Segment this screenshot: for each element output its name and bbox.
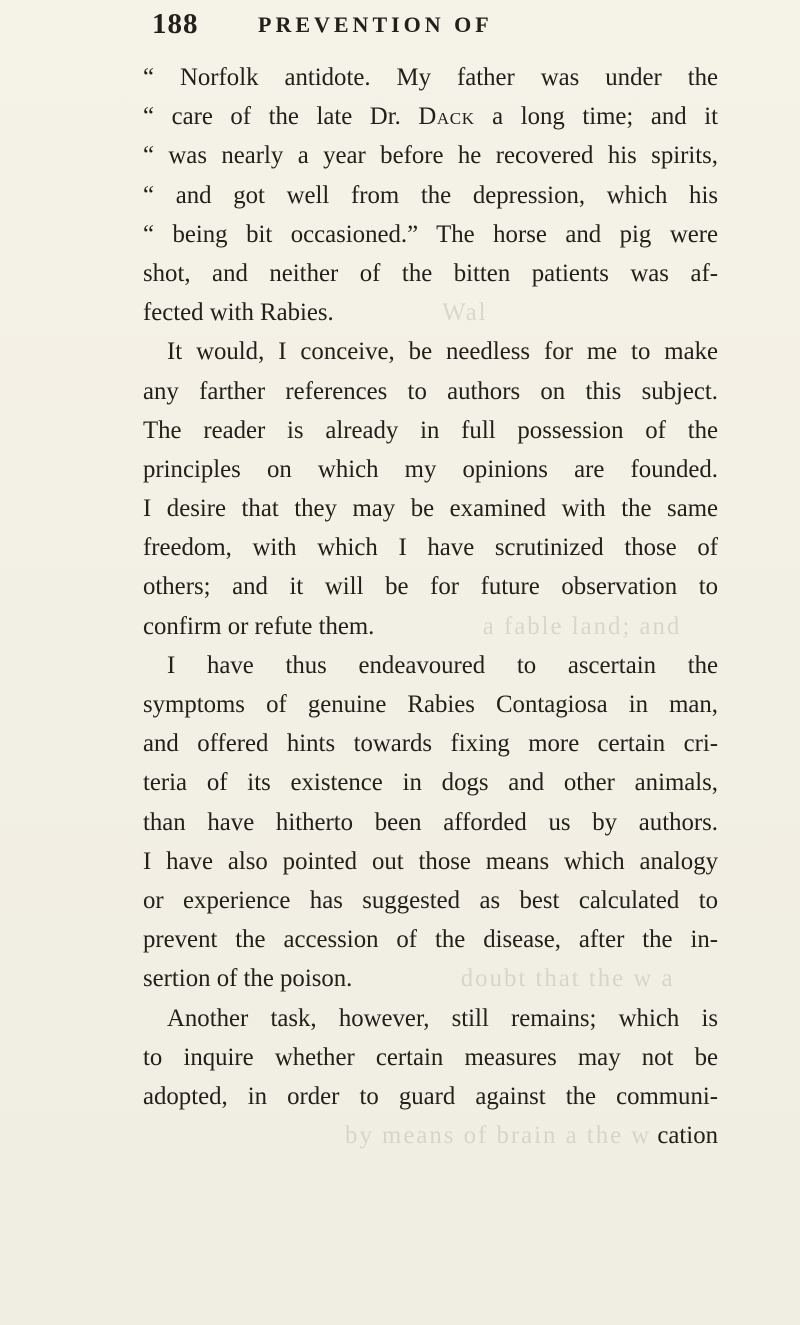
text-line: “ and got well from the depression, which his — [143, 181, 718, 209]
text-line: The reader is already in full possession of the — [143, 416, 718, 444]
text-line-content: sertion of the poison. — [143, 965, 353, 993]
text-line: than have hitherto been afforded us by authors. — [143, 808, 718, 836]
page-header — [152, 8, 712, 54]
text-line: others; and it will be for future observation to — [143, 573, 718, 601]
text-line: It would, I conceive, be needless for me to make — [167, 338, 718, 366]
page-number: 188 — [152, 8, 199, 40]
catchword-line — [143, 1116, 718, 1155]
text-line-end: a long time; and it — [492, 103, 719, 131]
text-line — [143, 293, 718, 332]
text-line: shot, and neither of the bitten patients was af- — [143, 259, 718, 287]
text-line: I desire that they may be examined with the same — [143, 495, 718, 523]
text-line: adopted, in order to guard against the communi- — [143, 1082, 718, 1110]
text-line: principles on which my opinions are founded. — [143, 455, 718, 483]
text-line: to inquire whether certain measures may not be — [143, 1043, 718, 1071]
text-line-start: “ care of the late Dr. — [143, 103, 401, 131]
text-line: prevent the accession of the disease, after the in- — [143, 926, 718, 954]
text-line: any farther references to authors on this subject. — [143, 377, 718, 405]
running-head: PREVENTION OF — [258, 12, 493, 37]
text-line: teria of its existence in dogs and other animals, — [143, 769, 718, 797]
catchword: cation — [657, 1122, 718, 1150]
text-line-content: fected with Rabies. — [143, 299, 334, 327]
text-line: freedom, with which I have scrutinized those of — [143, 534, 718, 562]
page-text — [143, 58, 718, 1155]
text-line — [143, 959, 718, 998]
text-line — [143, 607, 718, 646]
text-line: I have thus endeavoured to ascertain the — [167, 651, 718, 679]
text-line-content: confirm or refute them. — [143, 612, 375, 640]
text-line: “ being bit occasioned.” The horse and pig were — [143, 220, 718, 248]
bleed-through-text: doubt that the w a — [460, 965, 675, 993]
bleed-through-text: Wal — [442, 299, 488, 327]
text-line: symptoms of genuine Rabies Contagiosa in man, — [143, 691, 718, 718]
text-line: “ Norfolk antidote. My father was under the — [143, 64, 718, 91]
bleed-through-text: a fable land; and — [482, 612, 682, 640]
bleed-through-text: by means of brain a the w — [345, 1122, 652, 1150]
text-line: “ was nearly a year before he recovered his spirits, — [143, 142, 718, 170]
text-line: I have also pointed out those means which analogy — [143, 847, 718, 875]
proper-name: Dack — [418, 103, 475, 131]
text-line: Another task, however, still remains; which is — [167, 1004, 718, 1032]
text-line — [143, 97, 718, 136]
text-line: or experience has suggested as best calculated to — [143, 886, 718, 914]
text-line: and offered hints towards fixing more certain cri- — [143, 730, 718, 758]
